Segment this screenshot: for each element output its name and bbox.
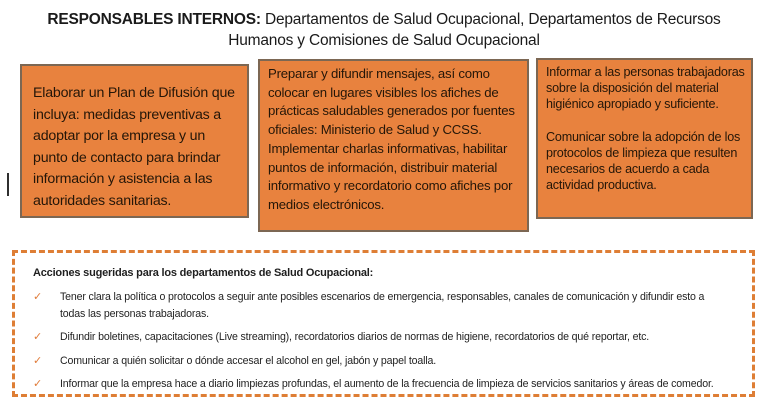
page-title — [34, 9, 734, 51]
box-plan-difusion-text: Elaborar un Plan de Difusión que incluya: medidas preventivas a adoptar por la empresa y un punto de contacto para brindar información y asistencia a las autoridades sanitarias. — [33, 85, 235, 209]
box-material-higienico-paragraph-1: Informar a las personas trabajadoras sobre la disposición del material higiénico apropiado y suficiente. — [546, 65, 745, 112]
suggested-actions-heading: Acciones sugeridas para los departamentos de Salud Ocupacional: — [33, 267, 374, 279]
check-icon: ✓ — [33, 354, 43, 367]
page-title-rest: Departamentos de Salud Ocupacional, Departamentos de Recursos Humanos y Comisiones de Salud Ocupacional — [228, 11, 721, 49]
action-item — [33, 353, 724, 370]
box-mensajes-paragraph-1: Preparar y difundir mensajes, así como colocar en lugares visibles los afiches de prácticas saludables generados por fuentes oficiales: Ministerio de Salud y CCSS. — [268, 66, 515, 138]
box-material-higienico — [536, 58, 753, 219]
action-item-text: Difundir boletines, capacitaciones (Live streaming), recordatorios diarios de normas de higiene, recordatorios de qué reportar, etc. — [60, 331, 650, 343]
action-item-text: Comunicar a quién solicitar o dónde accesar el alcohol en gel, jabón y papel toalla. — [60, 354, 437, 367]
box-mensajes — [258, 59, 529, 232]
check-icon: ✓ — [33, 378, 43, 390]
box-plan-difusion — [20, 64, 249, 218]
page-title-bold: RESPONSABLES INTERNOS: — [47, 11, 261, 28]
check-icon: ✓ — [33, 291, 43, 303]
action-item-text: Informar que la empresa hace a diario limpiezas profundas, el aumento de la frecuencia de limpieza de servicios sanitarios y áreas de comedor. — [60, 378, 714, 390]
action-item-text: Tener clara la política o protocolos a seguir ante posibles escenarios de emergencia, responsables, canales de comunicación y difundir esto a todas las personas trabajadoras. — [60, 291, 705, 320]
box-material-higienico-paragraph-2: Comunicar sobre la adopción de los protocolos de limpieza que resulten necesarios de acuerdo a cada actividad productiva. — [546, 129, 741, 193]
suggested-actions-panel — [12, 250, 755, 397]
check-icon: ✓ — [33, 331, 43, 343]
action-item — [33, 376, 724, 393]
action-item — [33, 289, 724, 322]
box-mensajes-paragraph-2: Implementar charlas informativas, habilitar puntos de información, distribuir material informativo y recordatorio como afiches por medios electrónicos. — [268, 140, 513, 212]
text-cursor-artifact — [7, 173, 9, 196]
action-item — [33, 329, 724, 346]
